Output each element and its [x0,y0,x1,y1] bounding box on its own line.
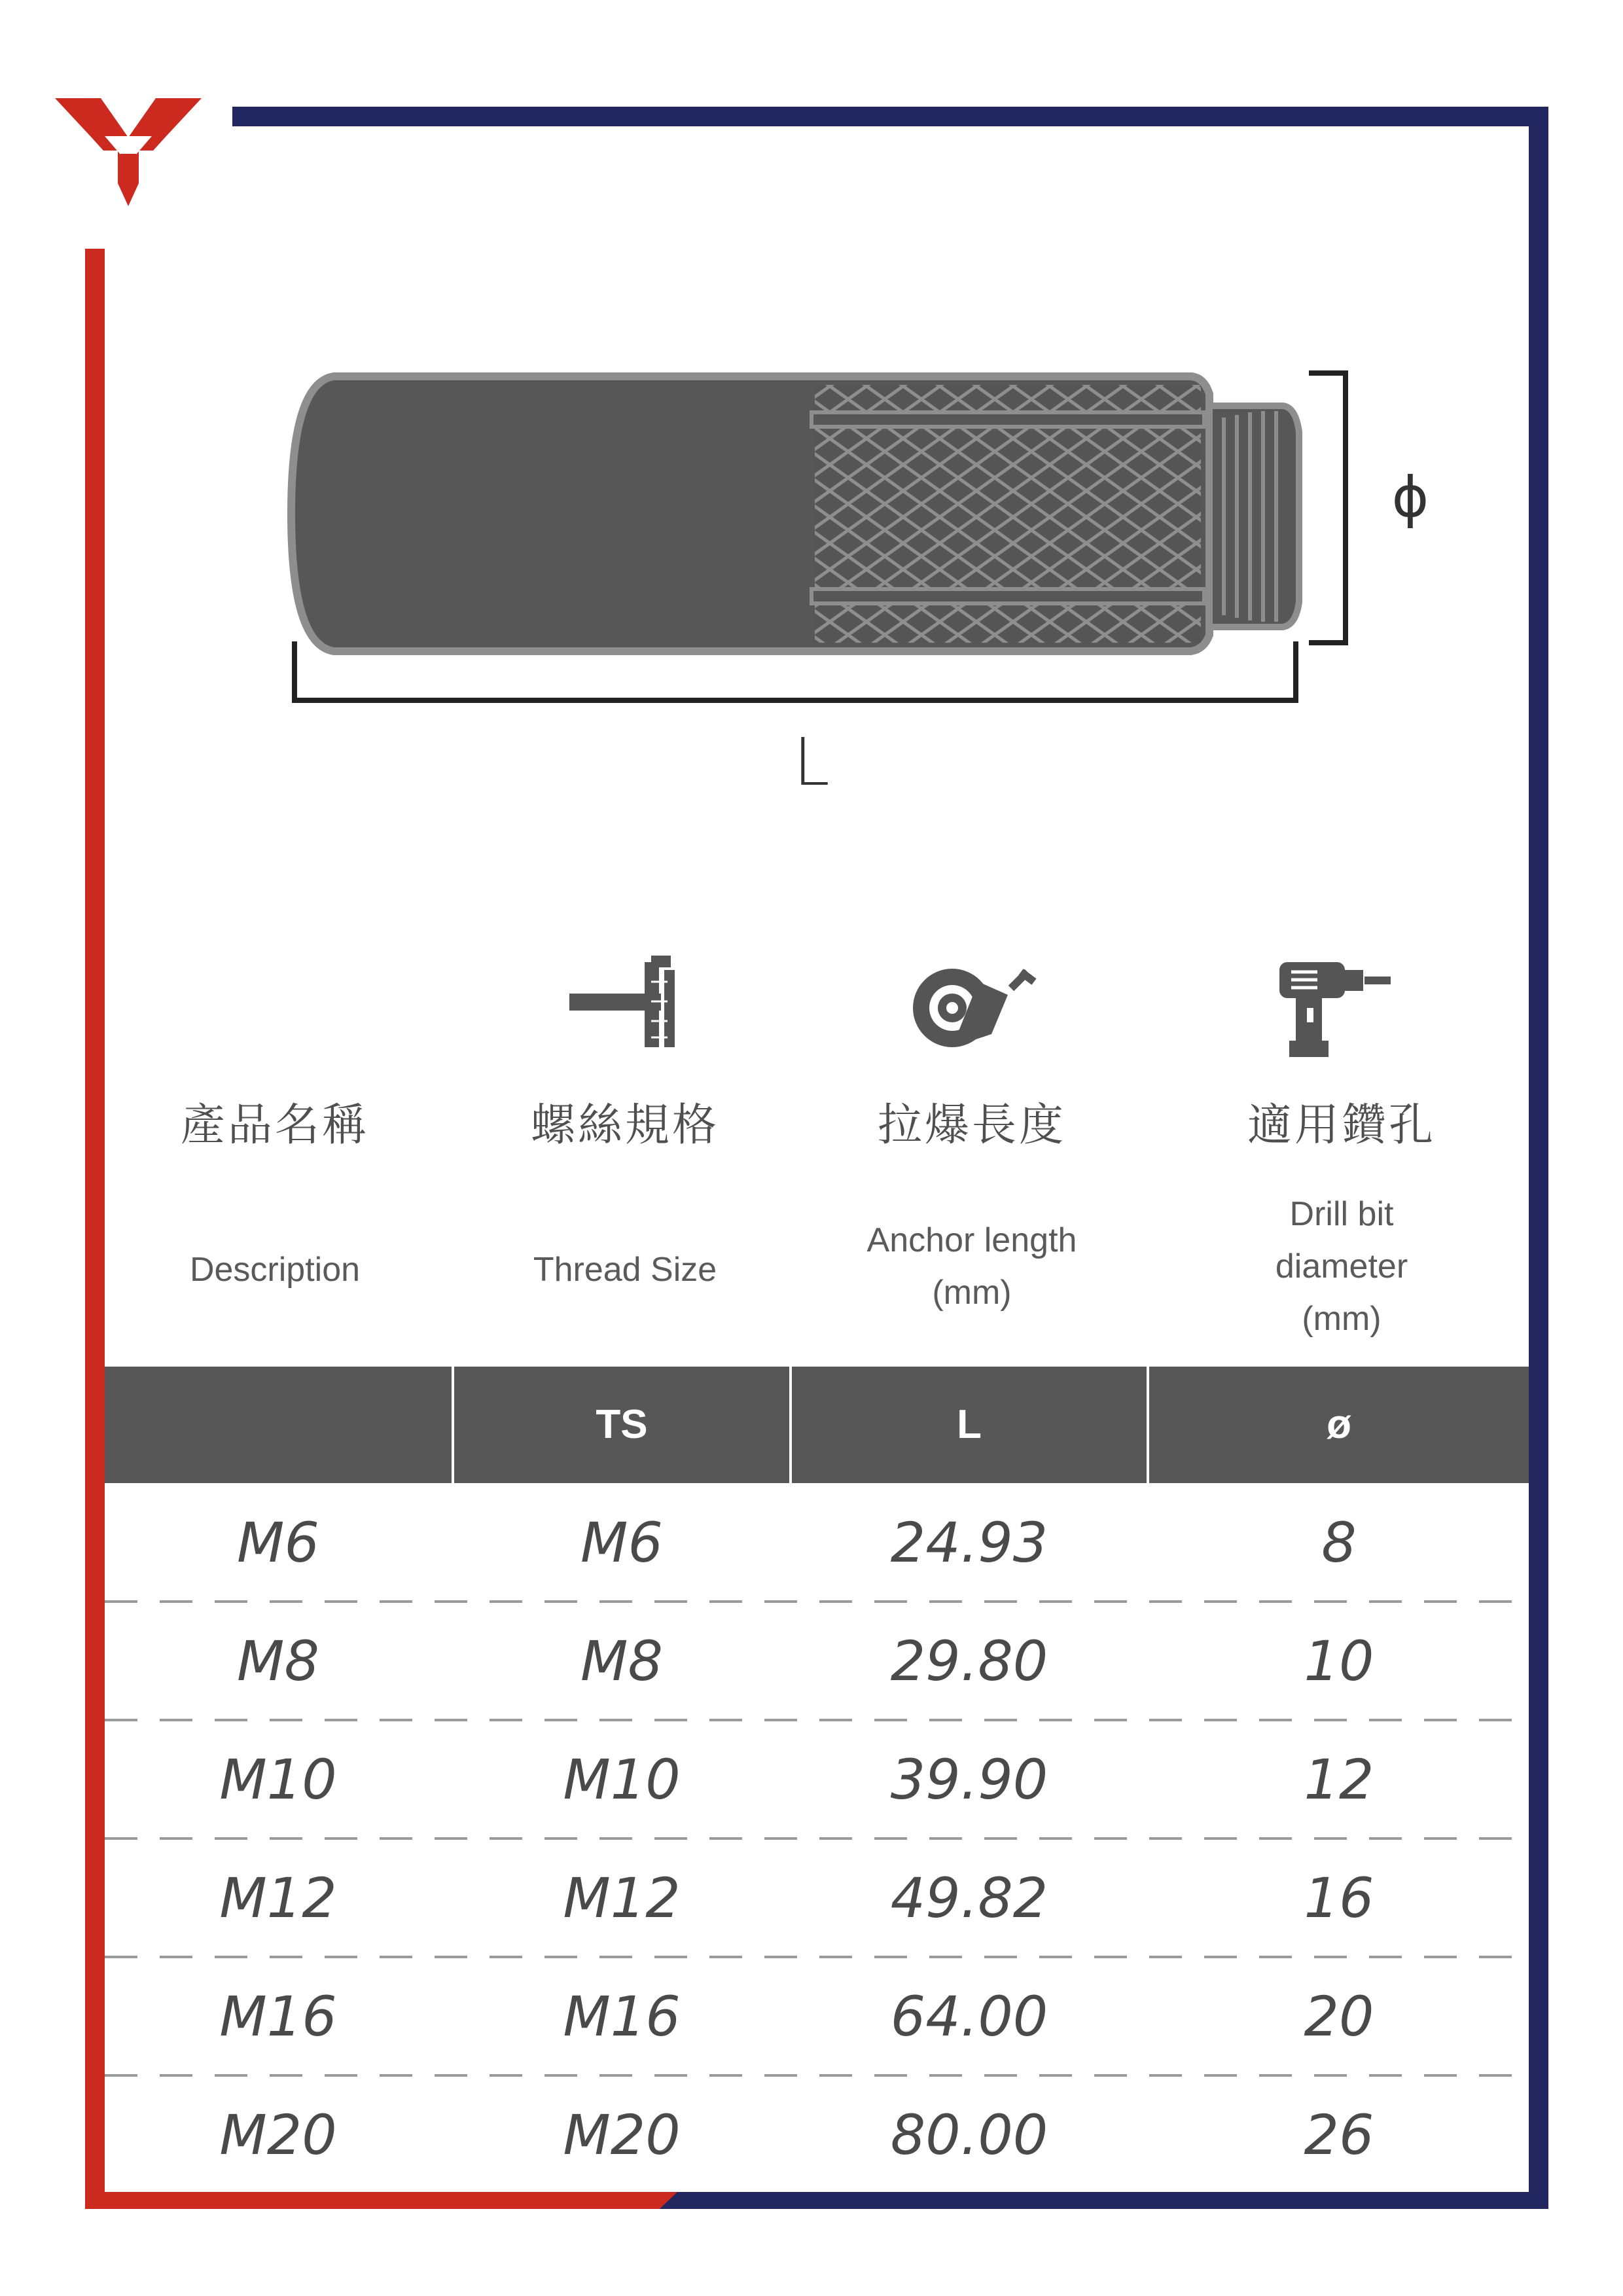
cell-description: M20 [219,2103,337,2167]
table-row [105,2075,1529,2195]
cell-drill-diameter: 8 [1321,1511,1357,1575]
wt-logo-icon [55,98,202,206]
header-cell-diameter: ø [1327,1402,1351,1447]
column-title-thread-size-en: Thread Size [533,1251,717,1289]
cell-thread-size: M8 [580,1629,663,1693]
cell-thread-size: M6 [580,1511,663,1575]
cell-anchor-length: 64.00 [890,1984,1048,2049]
cell-drill-diameter: 20 [1304,1984,1374,2049]
column-title-drill-bit-en [1165,1188,1518,1345]
column-title-anchor-length-en [795,1214,1149,1319]
column-title-description-zh: 產品名稱 [180,1100,369,1151]
anchor-length-en-line2: (mm) [932,1274,1012,1312]
length-dimension-label: L [793,724,830,800]
cell-thread-size: M12 [563,1866,681,1930]
anchor-diagram [262,347,1459,805]
diameter-dimension-label: ϕ [1391,465,1429,530]
table-row [105,1720,1529,1839]
anchor-length-en-line1: Anchor length [866,1221,1077,1259]
cell-thread-size: M16 [563,1984,681,2049]
cell-drill-diameter: 16 [1304,1866,1374,1930]
cell-anchor-length: 24.93 [890,1511,1048,1575]
table-row [105,1839,1529,1958]
drill-bit-en-line3: (mm) [1302,1300,1382,1338]
cell-description: M12 [219,1866,337,1930]
drill-bit-en-line2: diameter [1275,1247,1408,1285]
frame-right-border [1529,107,1548,2209]
cell-drill-diameter: 26 [1304,2103,1374,2167]
cell-description: M8 [237,1629,319,1693]
cell-thread-size: M20 [563,2103,681,2167]
drill-icon [1266,956,1410,1060]
column-title-anchor-length-zh: 拉爆長度 [877,1100,1066,1151]
header-cell-description [105,1367,452,1483]
cell-description: M6 [237,1511,319,1575]
table-row [105,1602,1529,1721]
cell-thread-size: M10 [563,1748,681,1812]
header-cell-l: L [957,1402,982,1447]
cell-drill-diameter: 12 [1304,1748,1374,1812]
frame-top-border [232,107,1548,126]
column-title-description-en: Description [189,1251,361,1289]
cell-anchor-length: 29.80 [890,1629,1048,1693]
table-row [105,1957,1529,2076]
cell-drill-diameter: 10 [1304,1629,1374,1693]
caliper-icon [553,956,697,1060]
tape-measure-icon [900,956,1044,1060]
drill-bit-en-line1: Drill bit [1289,1195,1394,1233]
column-title-drill-bit-zh: 適用鑽孔 [1247,1100,1436,1151]
table-header [105,1367,1529,1483]
header-cell-ts: TS [596,1402,648,1447]
cell-anchor-length: 80.00 [890,2103,1048,2167]
cell-description: M16 [219,1984,337,2049]
cell-description: M10 [219,1748,337,1812]
column-title-thread-size-zh: 螺絲規格 [530,1100,719,1151]
table-row [105,1483,1529,1602]
cell-anchor-length: 39.90 [890,1748,1048,1812]
frame-left-border [85,249,105,2209]
cell-anchor-length: 49.82 [890,1866,1048,1930]
